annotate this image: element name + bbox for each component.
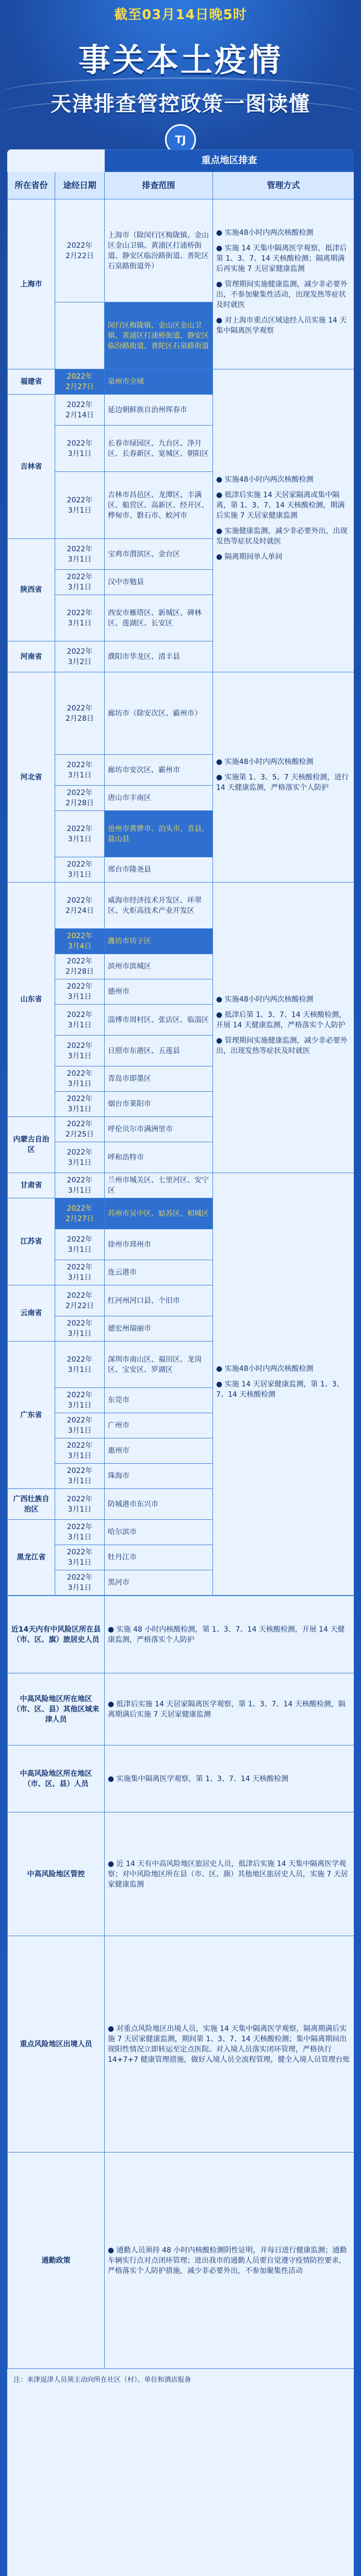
date-cell: 2022年 3月1日 <box>55 1438 105 1464</box>
date-cell: 2022年 3月1日 <box>55 1005 105 1036</box>
date-cell: 2022年 2月27日 <box>55 369 105 395</box>
management-cell <box>213 369 354 672</box>
scope-cell: 徐州市邳州市 <box>105 1229 213 1260</box>
header-banner <box>0 0 361 155</box>
date-cell: 2022年 3月1日 <box>55 1092 105 1117</box>
header-row <box>8 172 354 199</box>
date-cell: 2022年 3月1日 <box>55 1489 105 1520</box>
date-cell: 2022年 3月1日 <box>55 539 105 570</box>
management-item: ● 实施健康监测，减少非必要外出，出现发热等症状及时就医 <box>216 527 348 546</box>
date-cell: 2022年 3月1日 <box>55 1545 105 1570</box>
scope-cell: 青岛市即墨区 <box>105 1066 213 1092</box>
date-cell: 2022年 2月25日 <box>55 1117 105 1142</box>
policy-title: 中高风险地区所在地区（市、区、县）人员 <box>8 1745 105 1812</box>
policy-row <box>8 2153 354 2369</box>
date-cell: 2022年 2月24日 <box>55 883 105 929</box>
key-areas-table <box>7 149 354 1596</box>
date-cell: 2022年 3月1日 <box>55 1229 105 1260</box>
province-cell: 云南省 <box>8 1285 55 1342</box>
date-cell: 2022年 3月1日 <box>55 1388 105 1413</box>
scope-cell: 德州市 <box>105 979 213 1005</box>
province-cell: 上海市 <box>8 199 55 369</box>
col-header: 途经日期 <box>55 172 105 199</box>
management-cell <box>213 199 354 369</box>
spacer <box>8 150 105 172</box>
scope-cell: 廊坊市安次区、霸州市 <box>105 755 213 786</box>
date-cell: 2022年 2月28日 <box>55 786 105 811</box>
scope-cell: 黑河市 <box>105 1570 213 1596</box>
scope-cell: 德宏州瑞丽市 <box>105 1316 213 1342</box>
table-row <box>8 672 354 755</box>
management-item: ● 管理期间实施健康监测，减少非必要外出，不参加聚集性活动，出现发热等症状及时就医 <box>216 280 348 309</box>
table-row <box>8 1173 354 1198</box>
management-item: ● 实施48小时内两次核酸检测 <box>216 228 314 237</box>
scope-cell: 深圳市南山区、福田区、龙岗区、宝安区、罗湖区 <box>105 1342 213 1388</box>
management-item: ● 实施48小时内两次核酸检测 <box>216 757 314 766</box>
scope-cell: 沧州市黄骅市、泊头市、青县、盐山县 <box>105 811 213 857</box>
management-item: ● 隔离期间单人单间 <box>216 552 283 561</box>
province-cell: 河北省 <box>8 672 55 883</box>
date-cell: 2022年 3月1日 <box>55 857 105 883</box>
policy-section <box>7 1596 354 2369</box>
date-cell: 2022年 3月1日 <box>55 1142 105 1173</box>
province-cell: 内蒙古自治区 <box>8 1117 55 1173</box>
province-cell: 江苏省 <box>8 1198 55 1285</box>
management-item: ● 抵津后第 1、3、7、14 天核酸检测，开展 14 天健康监测，严格落实个人防护 <box>216 1010 347 1029</box>
management-item: ● 实施48小时内两次核酸检测 <box>216 995 314 1004</box>
section-title: 重点地区排查 <box>105 150 354 172</box>
scope-cell: 珠海市 <box>105 1464 213 1489</box>
scope-cell: 长春市绿园区、九台区、净月区、长春新区、宽城区、朝阳区 <box>105 426 213 472</box>
management-cell <box>213 883 354 1173</box>
scope-cell: 延边朝鲜族自治州珲春市 <box>105 395 213 426</box>
date-cell: 2022年 3月1日 <box>55 1413 105 1438</box>
management-cell <box>213 1173 354 1596</box>
province-cell: 黑龙江省 <box>8 1520 55 1596</box>
date-cell: 2022年 3月1日 <box>55 1173 105 1198</box>
scope-cell: 防城港市东兴市 <box>105 1489 213 1520</box>
table-card <box>7 149 354 2576</box>
scope-cell: 连云港市 <box>105 1260 213 1285</box>
policy-row <box>8 1596 354 1673</box>
date-cell: 2022年 2月28日 <box>55 672 105 755</box>
date-cell: 2022年 3月1日 <box>55 1036 105 1066</box>
scope-cell: 上海市（除闵行区梅陇镇、金山区金山卫镇、黄浦区打浦桥街道、静安区临汾路街道、普陀区石泉路街道外） <box>105 199 213 302</box>
scope-cell: 呼伦贝尔市满洲里市 <box>105 1117 213 1142</box>
management-item: ● 实施48小时内两次核酸检测 <box>216 1364 314 1373</box>
scope-cell: 汉中市勉县 <box>105 570 213 595</box>
scope-cell: 威海市经济技术开发区、环翠区、火炬高技术产业开发区 <box>105 883 213 929</box>
col-header: 所在省份 <box>8 172 55 199</box>
policy-text: ● 实施 48 小时内核酸检测，第 1、3、7、14 天核酸检测，开展 14 天健康监测，严格落实个人防护 <box>105 1596 354 1673</box>
date-cell <box>55 302 105 369</box>
policy-text: ● 对重点风险地区出境人员，实施 14 天集中隔离医学观察，隔离期满后实施 7 天居家健康监测，期间第 1、3、7、14 天核酸检测；集中隔离期间出现阳性情况立即转运至定点医院。对入境人员落实闭环管理，严格执行 14+7+7 健康管理措施，做好入境人员全流程管理，健全入境人员管理台账 <box>105 1936 354 2153</box>
col-header: 排查范围 <box>105 172 213 199</box>
province-cell: 吉林省 <box>8 395 55 539</box>
date-cell: 2022年 3月1日 <box>55 472 105 539</box>
policy-title: 中高风险地区管控 <box>8 1812 105 1936</box>
scope-cell: 惠州市 <box>105 1438 213 1464</box>
scope-cell: 邢台市隆尧县 <box>105 857 213 883</box>
policy-row <box>8 1812 354 1936</box>
management-item: ● 实施48小时内两次核酸检测 <box>216 475 314 484</box>
scope-cell: 吉林市昌邑区、龙潭区、丰满区、船营区、高新区、经开区、桦甸市、磐石市、蛟河市 <box>105 472 213 539</box>
province-cell: 陕西省 <box>8 539 55 641</box>
policy-text: ● 通勤人员须持 48 小时内核酸检测阴性证明，并每日进行健康监测；通勤车辆实行点对点闭环管理；进出我市的通勤人员要自觉遵守疫情防控要求，严格落实个人防护措施，减少非必要外出，不参加聚集性活动 <box>105 2153 354 2369</box>
scope-cell: 潍坊市坊子区 <box>105 929 213 954</box>
management-item: ● 管理期间实施健康监测，减少非必要外出，出现发热等症状及时就医 <box>216 1036 348 1055</box>
decorative-wave <box>0 98 361 130</box>
date-line: 截至03月14日晚5时 <box>114 7 247 23</box>
scope-cell: 廊坊市（除安次区、霸州市） <box>105 672 213 755</box>
policy-row <box>8 1745 354 1812</box>
table-row <box>8 369 354 395</box>
date-cell: 2022年 3月1日 <box>55 979 105 1005</box>
scope-cell: 濮阳市华龙区、清丰县 <box>105 641 213 672</box>
scope-cell: 牡丹江市 <box>105 1545 213 1570</box>
policy-title: 重点风险地区出境人员 <box>8 1936 105 2153</box>
policy-row <box>8 1936 354 2153</box>
date-cell: 2022年 3月1日 <box>55 595 105 641</box>
province-cell: 山东省 <box>8 883 55 1117</box>
date-cell: 2022年 3月1日 <box>55 811 105 857</box>
date-cell: 2022年 3月1日 <box>55 1464 105 1489</box>
date-cell: 2022年 2月22日 <box>55 199 105 302</box>
management-item: ● 抵津后实施 14 天居家隔离或集中隔离，第 1、3、7、14 天核酸检测，期满后实施 7 天居家健康监测 <box>216 490 345 520</box>
scope-cell: 红河州河口县、个旧市 <box>105 1285 213 1316</box>
management-cell <box>213 672 354 883</box>
date-cell: 2022年 3月4日 <box>55 929 105 954</box>
scope-cell: 苏州市吴中区、姑苏区、相城区 <box>105 1198 213 1229</box>
sub-title: 天津排查管控政策一图读懂 <box>51 92 310 116</box>
policy-table <box>7 1596 354 2369</box>
table-row <box>8 883 354 929</box>
scope-cell: 日照市东港区、五莲县 <box>105 1036 213 1066</box>
scope-cell: 闵行区梅陇镇、金山区金山卫镇、黄浦区打浦桥街道、静安区临汾路街道、普陀区石泉路街道 <box>105 302 213 369</box>
date-cell: 2022年 3月1日 <box>55 570 105 595</box>
logo-icon: TJ <box>165 124 196 155</box>
scope-cell: 淄博市周村区、张店区、临淄区 <box>105 1005 213 1036</box>
policy-title: 中高风险地区所在地区（市、区、县）其他区域来津人员 <box>8 1673 105 1745</box>
date-cell: 2022年 3月2日 <box>55 641 105 672</box>
province-cell: 广东省 <box>8 1342 55 1489</box>
scope-cell: 泉州市全域 <box>105 369 213 395</box>
date-cell: 2022年 2月28日 <box>55 954 105 979</box>
scope-cell: 兰州市城关区、七里河区、安宁区 <box>105 1173 213 1198</box>
province-cell: 广西壮族自治区 <box>8 1489 55 1520</box>
scope-cell: 唐山市丰南区 <box>105 786 213 811</box>
scope-cell: 烟台市莱阳市 <box>105 1092 213 1117</box>
date-cell: 2022年 3月1日 <box>55 426 105 472</box>
scope-cell: 滨州市滨城区 <box>105 954 213 979</box>
management-item: ● 实施 14 天集中隔离医学观察，抵津后第 1、3、7、14 天核酸检测；隔离期满后再实施 7 天居家健康监测 <box>216 244 347 273</box>
scope-cell: 呼和浩特市 <box>105 1142 213 1173</box>
policy-title: 通勤政策 <box>8 2153 105 2369</box>
policy-text: ● 近 14 天有中高风险地区旅居史人员，抵津后实施 14 天集中隔离医学观察；对中风险地区所在县（市、区、旗）其他地区旅居史人员，实施 7 天居家健康监测 <box>105 1812 354 1936</box>
policy-text: ● 实施集中隔离医学观察，第 1、3、7、14 天核酸检测 <box>105 1745 354 1812</box>
province-cell: 福建省 <box>8 369 55 395</box>
date-cell: 2022年 3月1日 <box>55 755 105 786</box>
management-item: ● 实施 14 天居家健康监测，第 1、3、7、14 天核酸检测 <box>216 1380 344 1399</box>
date-cell: 2022年 2月14日 <box>55 395 105 426</box>
policy-text: ● 抵津后实施 14 天居家隔离医学观察，第 1、3、7、14 天核酸检测，隔离期满后实施 7 天居家健康监测 <box>105 1673 354 1745</box>
policy-row <box>8 1673 354 1745</box>
policy-title: 近14天内有中风险区所在县（市、区、旗）旅居史人员 <box>8 1596 105 1673</box>
table-row <box>8 199 354 302</box>
province-cell: 甘肃省 <box>8 1173 55 1198</box>
date-cell: 2022年 3月1日 <box>55 1570 105 1596</box>
date-cell: 2022年 3月1日 <box>55 1342 105 1388</box>
table-body <box>8 199 354 1596</box>
main-title: 事关本土疫情 <box>78 41 283 79</box>
note: 注：来津返津人员须主动向所在社区（村）、单位和酒店报备 <box>13 2376 191 2384</box>
management-item: ● 对上海市重点区域途经人员实施 14 天集中隔离医学观察 <box>216 316 347 335</box>
date-cell: 2022年 3月1日 <box>55 1316 105 1342</box>
date-cell: 2022年 2月27日 <box>55 1198 105 1229</box>
scope-cell: 东莞市 <box>105 1388 213 1413</box>
management-item: ● 实施第 1、3、5、7 天核酸检测，进行 14 天健康监测，严格落实个人防护 <box>216 773 349 792</box>
date-cell: 2022年 3月1日 <box>55 1520 105 1545</box>
scope-cell: 哈尔滨市 <box>105 1520 213 1545</box>
province-cell: 河南省 <box>8 641 55 672</box>
date-cell: 2022年 3月1日 <box>55 1066 105 1092</box>
date-cell: 2022年 2月22日 <box>55 1285 105 1316</box>
scope-cell: 西安市雁塔区、新城区、碑林区、莲湖区、长安区 <box>105 595 213 641</box>
scope-cell: 广州市 <box>105 1413 213 1438</box>
col-header: 管理方式 <box>213 172 354 199</box>
scope-cell: 宝鸡市渭滨区、金台区 <box>105 539 213 570</box>
date-cell: 2022年 3月1日 <box>55 1260 105 1285</box>
